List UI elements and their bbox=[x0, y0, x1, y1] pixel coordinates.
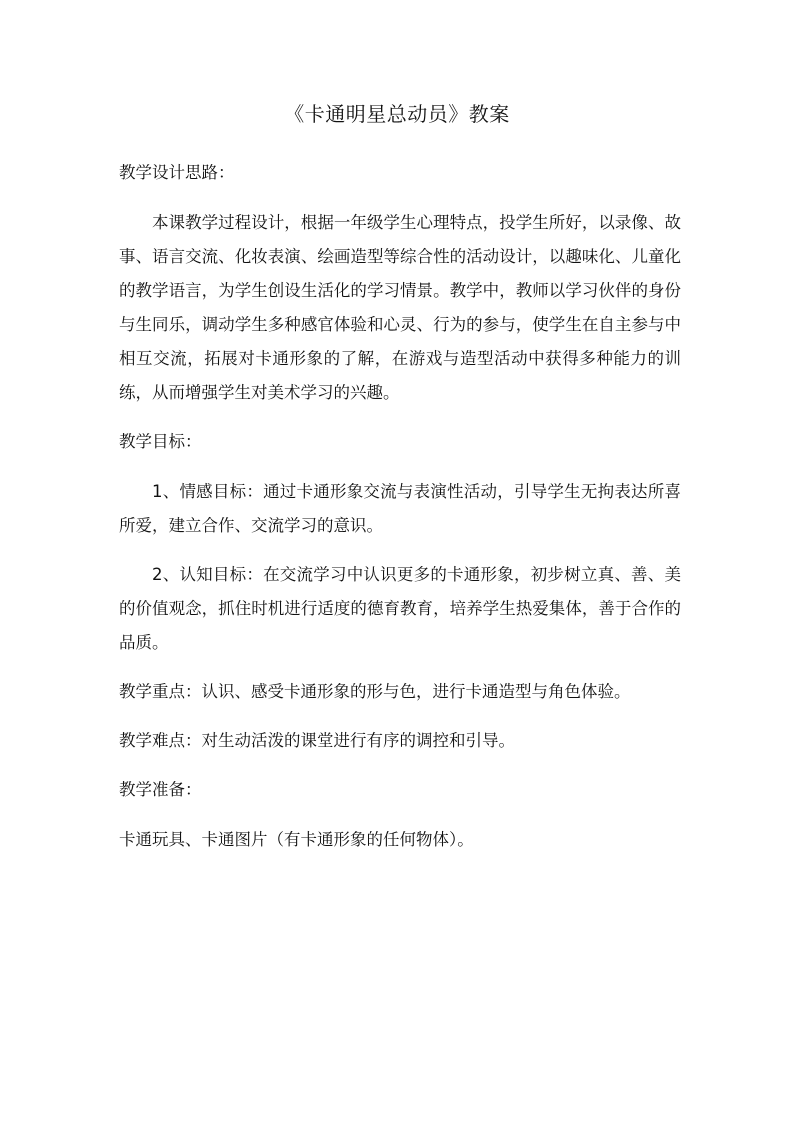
document-body bbox=[119, 156, 681, 857]
document-title: 《卡通明星总动员》教案 bbox=[284, 102, 510, 126]
design-heading: 教学设计思路： bbox=[119, 163, 235, 182]
key-point: 教学重点：认识、感受卡通形象的形与色，进行卡通造型与角色体验。 bbox=[119, 682, 631, 701]
goal-emotion: 1、情感目标：通过卡通形象交流与表演性活动，引导学生无拘表达所喜所爱，建立合作、交流学习的意识。 bbox=[119, 482, 681, 535]
prep-heading: 教学准备： bbox=[119, 780, 202, 799]
prep-text: 卡通玩具、卡通图片（有卡通形象的任何物体）。 bbox=[119, 830, 474, 849]
goal-cognition: 2、认知目标：在交流学习中认识更多的卡通形象，初步树立真、善、美的价值观念，抓住时机进行适度的德育教育，培养学生热爱集体，善于合作的品质。 bbox=[119, 565, 681, 652]
design-paragraph: 本课教学过程设计，根据一年级学生心理特点，投学生所好，以录像、故事、语言交流、化妆表演、绘画造型等综合性的活动设计，以趣味化、儿童化的教学语言，为学生创设生活化的学习情景。教学中，教师以学习伙伴的身份与生同乐，调动学生多种感官体验和心灵、行为的参与，使学生在自主参与中相互交流，拓展对卡通形象的了解，在游戏与造型活动中获得多种能力的训练，从而增强学生对美术学习的兴趣。 bbox=[119, 213, 681, 402]
goals-heading: 教学目标： bbox=[119, 432, 202, 451]
difficulty: 教学难点：对生动活泼的课堂进行有序的调控和引导。 bbox=[119, 731, 515, 750]
